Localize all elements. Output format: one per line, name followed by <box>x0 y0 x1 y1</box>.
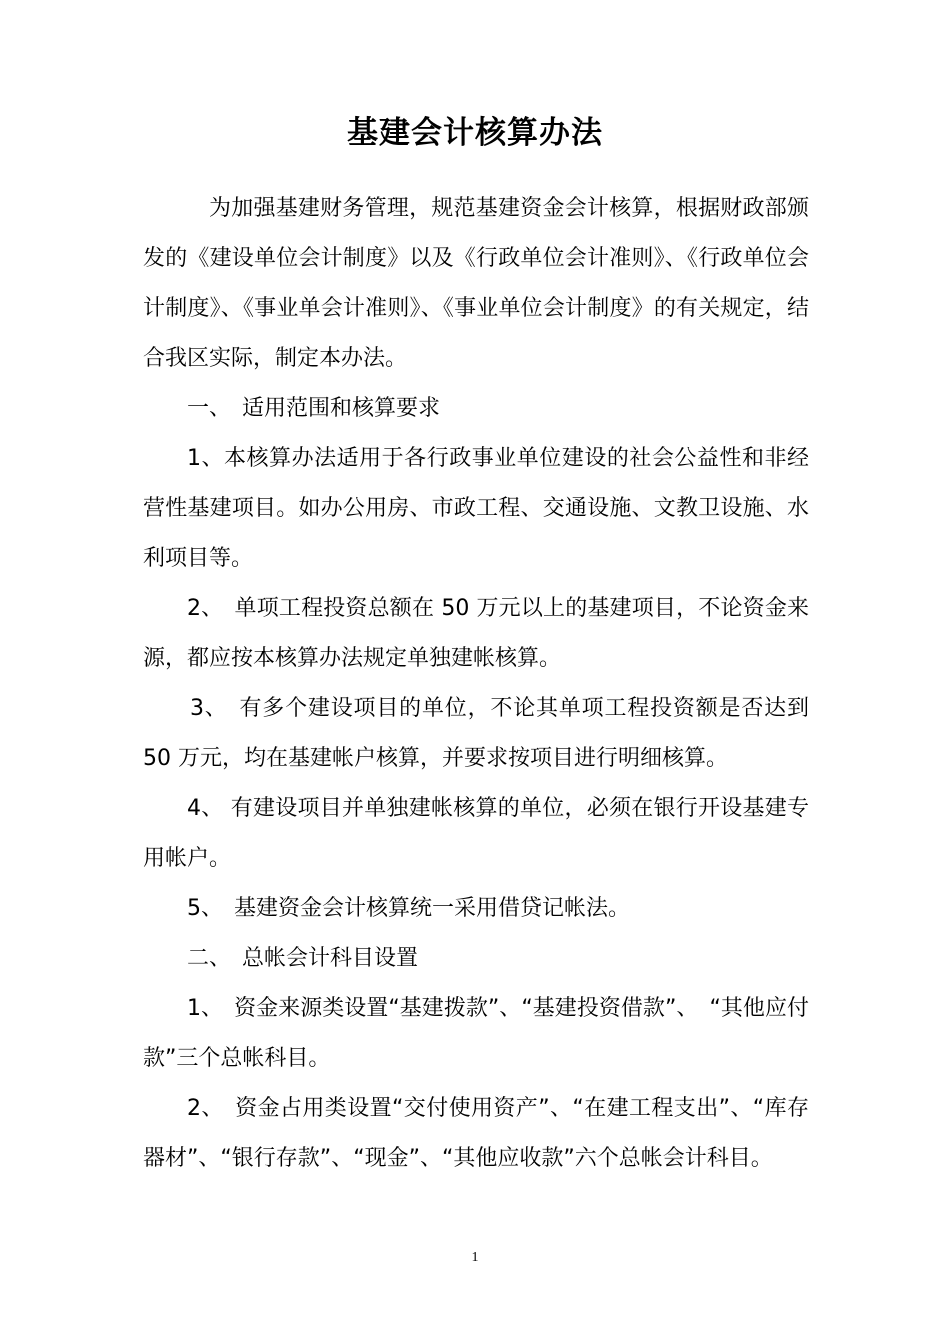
section-heading-accounts: 二、 总帐会计科目设置 <box>187 946 419 971</box>
clause-paragraph: 2、 单项工程投资总额在 50 万元以上的基建项目，不论资金来源，都应按本核算办法规定单独建帐核算。 <box>143 596 809 671</box>
section-heading-scope: 一、 适用范围和核算要求 <box>187 396 441 421</box>
intro-paragraph: 为加强基建财务管理，规范基建资金会计核算，根据财政部颁发的《建设单位会计制度》以及《行政单位会计准则》、《行政单位会计制度》、《事业单会计准则》、《事业单位会计制度》的有关规定，结合我区实际，制定本办法。 <box>143 196 809 371</box>
clause-paragraph: 2、 资金占用类设置“交付使用资产”、“在建工程支出”、“库存器材”、“银行存款”、“现金”、“其他应收款”六个总帐会计科目。 <box>143 1096 809 1171</box>
clause-paragraph: 3、 有多个建设项目的单位，不论其单项工程投资额是否达到 50 万元，均在基建帐户核算，并要求按项目进行明细核算。 <box>143 696 809 771</box>
clause-paragraph: 5、 基建资金会计核算统一采用借贷记帐法。 <box>187 896 630 921</box>
clause-paragraph: 1、 资金来源类设置“基建拨款”、“基建投资借款”、 “其他应付款”三个总帐科目。 <box>143 996 809 1071</box>
clause-paragraph: 1、本核算办法适用于各行政事业单位建设的社会公益性和非经营性基建项目。如办公用房、市政工程、交通设施、文教卫设施、水利项目等。 <box>143 446 809 571</box>
clause-paragraph: 4、 有建设项目并单独建帐核算的单位，必须在银行开设基建专用帐户。 <box>143 796 809 871</box>
document-body <box>143 184 809 1184</box>
document-title: 基建会计核算办法 <box>347 115 603 151</box>
page-number: 1 <box>471 1250 479 1265</box>
